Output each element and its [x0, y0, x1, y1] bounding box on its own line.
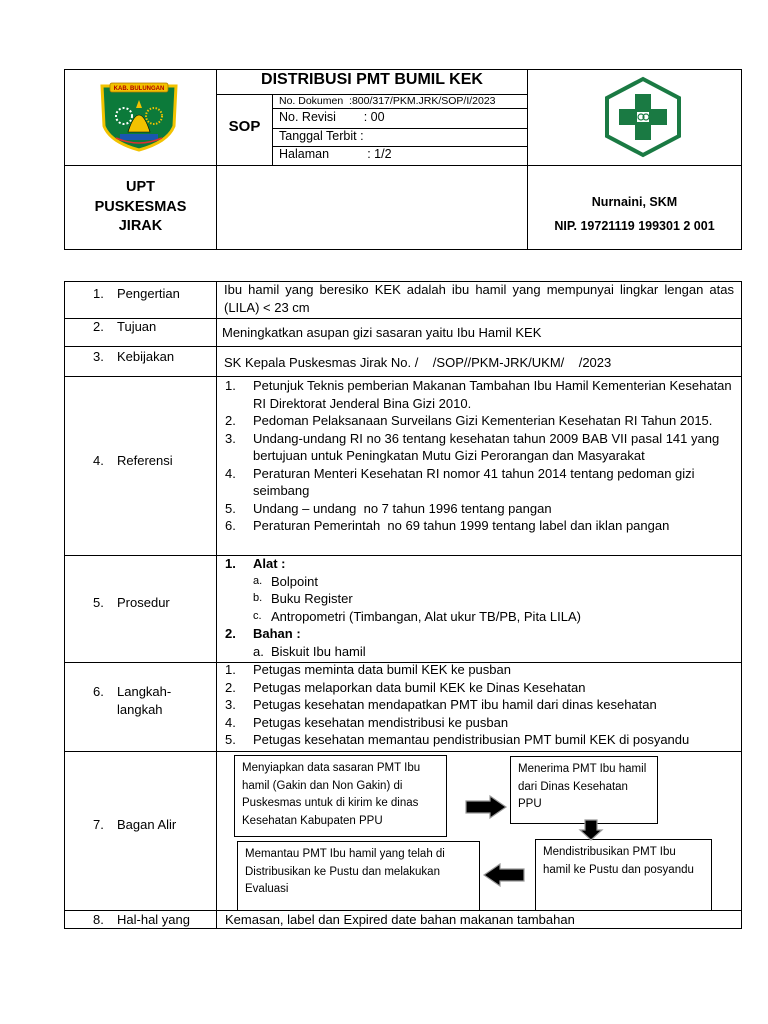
item-text: Antropometri (Timbangan, Alat ukur TB/PB, Pita LILA)	[271, 608, 581, 624]
meta-issue-date: Tanggal Terbit :	[279, 129, 364, 143]
item-text: Petugas kesehatan mendapatkan PMT ibu hamil dari dinas kesehatan	[253, 697, 657, 712]
list-item	[225, 714, 737, 732]
row-label-pengertian: Pengertian	[117, 286, 180, 301]
item-number: 4.	[225, 714, 236, 730]
list-item	[225, 377, 735, 412]
item-number: 1.	[225, 378, 236, 393]
label-line: langkah	[117, 701, 163, 717]
pengertian-text: Ibu hamil yang beresiko KEK adalah ibu hamil yang mempunyai lingkar lengan atas (LILA) < 23 cm	[224, 282, 734, 315]
header-divider	[216, 69, 217, 250]
signer-nip: NIP. 19721119 199301 2 001	[554, 219, 715, 233]
logo-banner-text: KAB. BULUNGAN	[113, 86, 165, 92]
unit-name	[65, 178, 216, 237]
list-item	[225, 643, 735, 661]
bahan-title: Bahan :	[253, 626, 301, 641]
list-item	[225, 412, 735, 430]
alat-number: 1.	[225, 556, 236, 571]
referensi-list	[225, 377, 735, 535]
item-number: 5.	[225, 732, 236, 747]
list-item	[225, 590, 735, 608]
item-text: Pedoman Pelaksanaan Surveilans Gizi Kementerian Kesehatan RI Tahun 2015.	[253, 413, 713, 428]
row-label-referensi: Referensi	[117, 453, 173, 468]
alat-title: Alat :	[253, 556, 286, 571]
flow-box-2: Menerima PMT Ibu hamil dari Dinas Kesehatan PPU	[510, 756, 658, 824]
unit-line-2: PUSKESMAS	[94, 198, 187, 215]
item-text: Bolpoint	[271, 573, 318, 589]
item-text: Undang-undang RI no 36 tentang kesehatan tahun 2009 BAB VII pasal 141 yang bertujuan untuk Peningkatan Mutu Gizi Perorangan dan Masyarakat	[253, 430, 720, 463]
row-number: 2.	[93, 319, 104, 334]
row-label-hal: Hal-hal yang	[117, 912, 190, 927]
item-text: Biskuit Ibu hamil	[271, 643, 366, 659]
row-divider	[64, 318, 742, 319]
tujuan-text: Meningkatkan asupan gizi sasaran yaitu Ibu Hamil KEK	[222, 325, 542, 340]
list-item	[225, 608, 735, 626]
header-divider	[272, 94, 273, 165]
unit-line-1: UPT	[126, 179, 155, 195]
item-text: Undang – undang no 7 tahun 1996 tentang pangan	[253, 500, 552, 516]
row-number: 6.	[93, 684, 104, 699]
list-item	[225, 696, 737, 714]
item-letter: c.	[253, 609, 262, 622]
meta-page: Halaman : 1/2	[279, 147, 392, 161]
row-number: 1.	[93, 286, 104, 301]
row-number: 7.	[93, 817, 104, 832]
item-letter: b.	[253, 592, 263, 604]
flow-box-3: Mendistribusikan PMT Ibu hamil ke Pustu dan posyandu	[535, 839, 712, 911]
row-number: 3.	[93, 349, 104, 364]
item-number: 3.	[225, 697, 236, 712]
bahan-number: 2.	[225, 626, 236, 641]
arrow-left-icon	[482, 862, 526, 888]
sop-label: SOP	[228, 118, 261, 135]
list-item	[225, 573, 735, 591]
meta-document-number: No. Dokumen :800/317/PKM.JRK/SOP/I/2023	[279, 95, 496, 107]
header-divider	[272, 108, 527, 109]
meta-revision: No. Revisi : 00	[279, 110, 385, 124]
unit-line-3: JIRAK	[118, 218, 163, 234]
row-number: 4.	[93, 453, 104, 468]
list-item	[225, 500, 735, 518]
item-number: 3.	[225, 430, 236, 446]
prosedur-content	[225, 555, 735, 660]
kebijakan-text: SK Kepala Puskesmas Jirak No. / /SOP//PKM-JRK/UKM/ /2023	[224, 355, 612, 370]
item-number: 5.	[225, 500, 236, 516]
row-label-bagan: Bagan Alir	[117, 817, 177, 832]
table-column-divider	[216, 281, 217, 929]
document-title: DISTRIBUSI PMT BUMIL KEK	[261, 71, 483, 88]
puskesmas-logo	[601, 76, 685, 158]
flow-box-1: Menyiapkan data sasaran PMT Ibu hamil (Gakin dan Non Gakin) di Puskesmas untuk di kirim ke dinas Kesehatan Kabupaten PPU	[234, 755, 447, 837]
row-number: 5.	[93, 595, 104, 610]
item-text: Peraturan Menteri Kesehatan RI nomor 41 tahun 2014 tentang pedoman gizi seimbang	[253, 465, 695, 498]
item-number: 1.	[225, 662, 236, 677]
list-item	[225, 661, 737, 679]
signer-name: Nurnaini, SKM	[591, 195, 678, 209]
arrow-right-icon	[464, 794, 508, 820]
list-item	[225, 679, 737, 697]
hal-text: Kemasan, label dan Expired date bahan makanan tambahan	[225, 912, 575, 927]
arrow-down-icon	[578, 818, 604, 842]
row-label-langkah	[117, 683, 171, 718]
item-text: Petunjuk Teknis pemberian Makanan Tambahan Ibu Hamil Kementerian Kesehatan RI Direktorat Jenderal Bina Gizi 2010.	[253, 378, 732, 411]
row-divider	[64, 751, 742, 752]
langkah-list	[225, 661, 737, 749]
item-letter: a.	[253, 574, 263, 587]
item-number: 6.	[225, 518, 236, 533]
item-number: 2.	[225, 413, 236, 428]
list-item	[225, 430, 735, 465]
item-letter: a.	[253, 643, 264, 659]
row-label-tujuan: Tujuan	[117, 319, 157, 334]
item-number: 2.	[225, 679, 236, 695]
item-text: Peraturan Pemerintah no 69 tahun 1999 tentang label dan iklan pangan	[253, 518, 670, 533]
row-label-kebijakan: Kebijakan	[117, 349, 175, 364]
row-label-prosedur: Prosedur	[117, 595, 170, 610]
label-line: Langkah-	[117, 684, 172, 699]
item-text: Petugas kesehatan memantau pendistribusian PMT bumil KEK di posyandu	[253, 732, 690, 747]
list-item	[225, 517, 735, 535]
row-divider	[64, 346, 742, 347]
item-number: 4.	[225, 465, 236, 481]
flow-box-4: Memantau PMT Ibu hamil yang telah di Distribusikan ke Pustu dan melakukan Evaluasi	[237, 841, 480, 911]
item-text: Petugas kesehatan mendistribusi ke pusban	[253, 714, 509, 730]
item-text: Petugas melaporkan data bumil KEK ke Dinas Kesehatan	[253, 679, 586, 695]
list-item	[225, 465, 735, 500]
item-text: Petugas meminta data bumil KEK ke pusban	[253, 662, 511, 677]
header-divider	[64, 165, 742, 166]
regency-logo	[98, 78, 180, 152]
row-number: 8.	[93, 912, 104, 927]
list-item	[225, 731, 737, 749]
item-text: Buku Register	[271, 591, 353, 606]
